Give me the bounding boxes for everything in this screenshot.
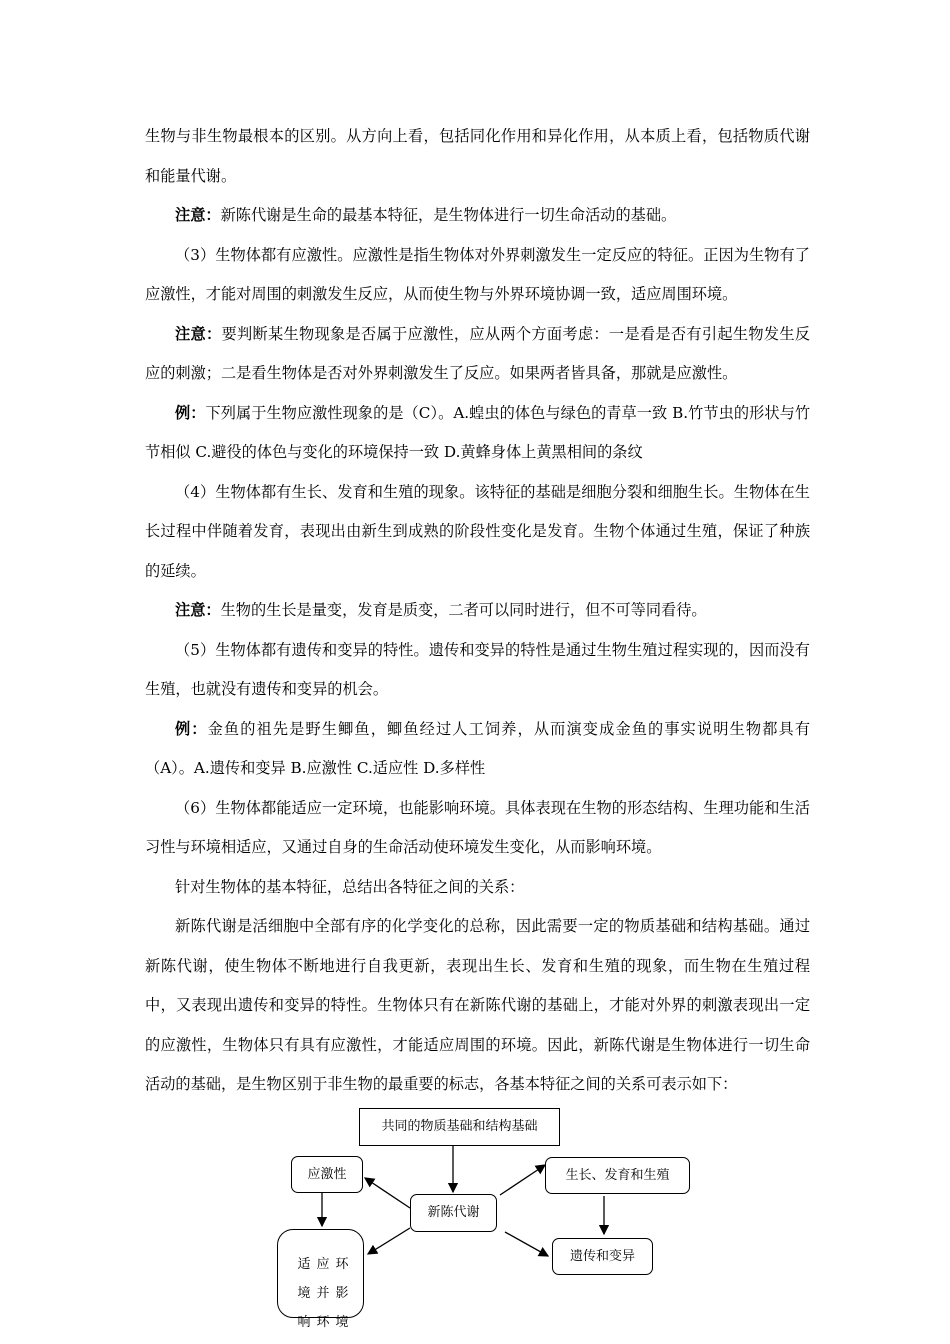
paragraph-7 <box>145 591 810 631</box>
paragraph-3 <box>145 236 810 315</box>
arrow-metabolism-to-stress <box>365 1178 410 1208</box>
note-label: 注意： <box>175 601 221 619</box>
paragraph-text: （3）生物体都有应激性。应激性是指生物体对外界刺激发生一定反应的特征。正因为生物有了应激性，才能对周围的刺激发生反应，从而使生物与外界环境协调一致，适应周围环境。 <box>145 245 810 303</box>
example-label: 例： <box>175 719 208 738</box>
paragraph-10 <box>145 789 810 868</box>
node-metabolism <box>410 1194 497 1232</box>
node-label: 遗传和变异 <box>569 1248 635 1264</box>
node-adapt <box>277 1229 364 1330</box>
arrow-metabolism-to-adapt <box>368 1228 410 1254</box>
note-label: 注意： <box>175 324 222 343</box>
node-label: 新陈代谢 <box>427 1205 480 1220</box>
node-growth <box>545 1157 690 1194</box>
paragraph-text: 金鱼的祖先是野生鲫鱼，鲫鱼经过人工饲养，从而演变成金鱼的事实说明生物都具有（A）。A.遗传和变异 B.应激性 C.适应性 D.多样性 <box>145 719 811 777</box>
paragraph-12 <box>145 907 810 1105</box>
paragraph-1 <box>145 117 810 196</box>
paragraph-2 <box>145 196 810 236</box>
body-text <box>145 117 810 1105</box>
paragraph-text: （6）生物体都能适应一定环境，也能影响环境。具体表现在生物的形态结构、生理功能和生活习性与环境相适应，又通过自身的生命活动使环境发生变化，从而影响环境。 <box>145 798 810 856</box>
paragraph-text: 下列属于生物应激性现象的是（C）。A.蝗虫的体色与绿色的青草一致 B.竹节虫的形状与竹节相似 C.避役的体色与变化的环境保持一致 D.黄蜂身体上黄黑相间的条纹 <box>145 403 811 461</box>
paragraph-text: 新陈代谢是生命的最基本特征，是生物体进行一切生命活动的基础。 <box>220 206 677 224</box>
node-label: 生长、发育和生殖 <box>565 1167 670 1183</box>
node-material-basis <box>359 1108 560 1146</box>
node-label: 适应环境并影响环境 <box>297 1257 355 1330</box>
paragraph-8 <box>145 631 810 710</box>
node-label: 应激性 <box>307 1166 347 1182</box>
node-stress <box>291 1156 363 1193</box>
paragraph-text: 新陈代谢是活细胞中全部有序的化学变化的总称，因此需要一定的物质基础和结构基础。通过新陈代谢，使生物体不断地进行自我更新，表现出生长、发育和生殖的现象，而生物在生殖过程中，又表现出遗传和变异的特性。生物体只有在新陈代谢的基础上，才能对外界的刺激表现出一定的应激性，生物体只有具有应激性，才能适应周围的环境。因此，新陈代谢是生物体进行一切生命活动的基础，是生物区别于非生物的最重要的标志，各基本特征之间的关系可表示如下： <box>145 917 810 1093</box>
paragraph-text: 生物的生长是量变，发育是质变，二者可以同时进行，但不可等同看待。 <box>220 601 707 619</box>
paragraph-text: 生物与非生物最根本的区别。从方向上看，包括同化作用和异化作用，从本质上看，包括物质代谢和能量代谢。 <box>145 127 810 185</box>
note-label: 注意： <box>175 206 221 224</box>
paragraph-11 <box>145 868 810 908</box>
paragraph-6 <box>145 473 810 592</box>
node-heredity <box>552 1238 653 1275</box>
paragraph-text: 要判断某生物现象是否属于应激性，应从两个方面考虑：一是看是否有引起生物发生反应的刺激；二是看生物体是否对外界刺激发生了反应。如果两者皆具备，那就是应激性。 <box>145 324 811 382</box>
node-label: 共同的物质基础和结构基础 <box>381 1119 538 1134</box>
arrow-metabolism-to-heredity <box>505 1232 548 1256</box>
paragraph-text: （5）生物体都有遗传和变异的特性。遗传和变异的特性是通过生物生殖过程实现的，因而没有生殖，也就没有遗传和变异的机会。 <box>145 640 810 698</box>
paragraph-text: （4）生物体都有生长、发育和生殖的现象。该特征的基础是细胞分裂和细胞生长。生物体在生长过程中伴随着发育，表现出由新生到成熟的阶段性变化是发育。生物个体通过生殖，保证了种族的延续。 <box>145 482 810 580</box>
paragraph-text: 针对生物体的基本特征，总结出各特征之间的关系： <box>175 877 525 896</box>
arrow-metabolism-to-growth <box>500 1165 545 1195</box>
paragraph-5 <box>145 394 810 473</box>
paragraph-9 <box>145 710 810 789</box>
paragraph-4 <box>145 315 810 394</box>
example-label: 例： <box>175 403 206 422</box>
